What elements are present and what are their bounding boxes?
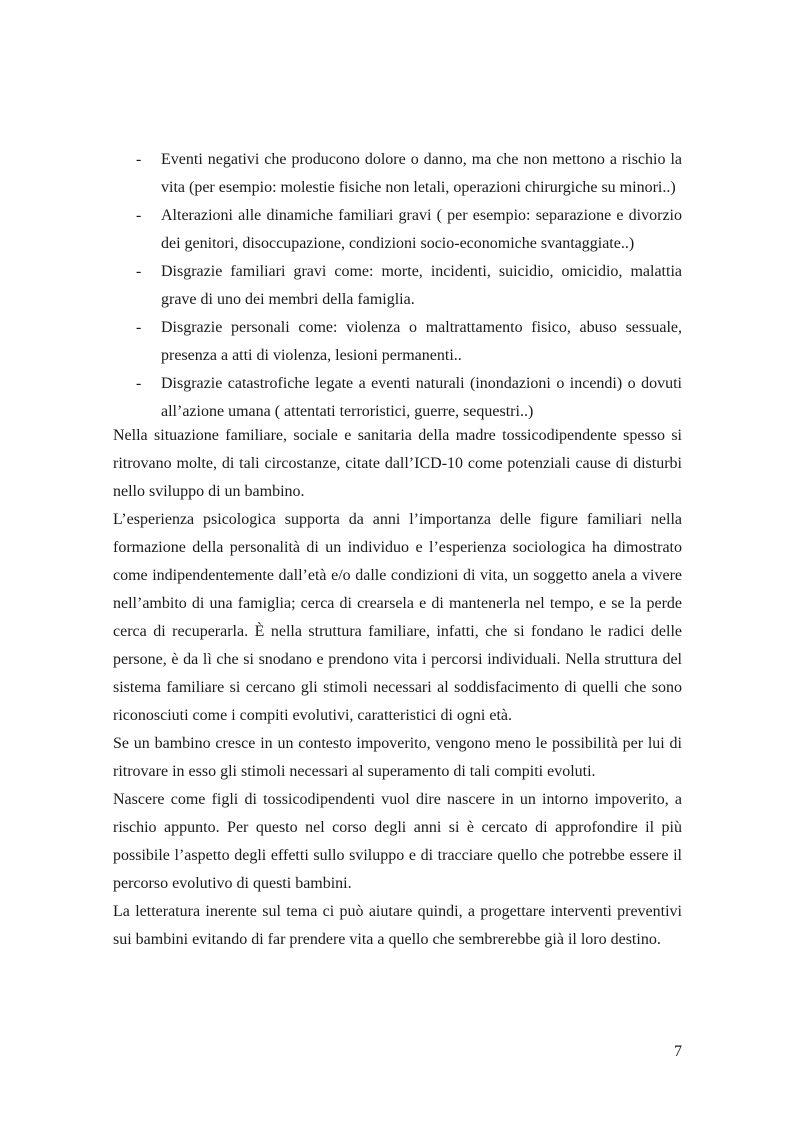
bullet-item	[0, 202, 794, 258]
paragraph: Se un bambino cresce in un contesto impoverito, vengono meno le possibilità per lui di ritrovare in esso gli stimoli necessari al superamento di tali compiti evoluti.	[113, 735, 682, 780]
bullet-list	[0, 146, 794, 426]
bullet-text: Disgrazie familiari gravi come: morte, incidenti, suicidio, omicidio, malattia grave di uno dei membri della famiglia.	[161, 263, 682, 308]
page-number: 7	[674, 1043, 682, 1060]
bullet-dash: -	[136, 263, 142, 280]
paragraph: Nascere come figli di tossicodipendenti vuol dire nascere in un intorno impoverito, a rischio appunto. Per questo nel corso degli anni si è cercato di approfondire il più possibile l’aspetto degli effetti sullo sviluppo e di tracciare quello che potrebbe essere il percorso evolutivo di questi bambini.	[113, 791, 682, 892]
bullet-dash: -	[136, 319, 142, 336]
bullet-item	[0, 314, 794, 370]
bullet-item	[0, 146, 794, 202]
paragraph: La letteratura inerente sul tema ci può aiutare quindi, a progettare interventi preventivi sui bambini evitando di far prendere vita a quello che sembrerebbe già il loro destino.	[113, 903, 682, 948]
bullet-text: Alterazioni alle dinamiche familiari gravi ( per esempio: separazione e divorzio dei genitori, disoccupazione, condizioni socio-economiche svantaggiate..)	[161, 207, 682, 252]
bullet-dash: -	[136, 375, 142, 392]
bullet-dash: -	[136, 151, 142, 168]
body-text	[113, 422, 682, 954]
bullet-dash: -	[136, 207, 142, 224]
bullet-item	[0, 258, 794, 314]
bullet-text: Eventi negativi che producono dolore o danno, ma che non mettono a rischio la vita (per esempio: molestie fisiche non letali, operazioni chirurgiche su minori..)	[161, 151, 682, 196]
paragraph: Nella situazione familiare, sociale e sanitaria della madre tossicodipendente spesso si ritrovano molte, di tali circostanze, citate dall’ICD-10 come potenziali cause di disturbi nello sviluppo di un bambino.	[113, 427, 682, 500]
bullet-item	[0, 370, 794, 426]
paragraph: L’esperienza psicologica supporta da anni l’importanza delle figure familiari nella formazione della personalità di un individuo e l’esperienza sociologica ha dimostrato come indipendentemente dall’età e/o dalle condizioni di vita, un soggetto anela a vivere nell’ambito di una famiglia; cerca di crearsela e di mantenerla nel tempo, e se la perde cerca di recuperarla. È nella struttura familiare, infatti, che si fondano le radici delle persone, è da lì che si snodano e prendono vita i percorsi individuali. Nella struttura del sistema familiare si cercano gli stimoli necessari al soddisfacimento di quelli che sono riconosciuti come i compiti evolutivi, caratteristici di ogni età.	[113, 511, 682, 724]
bullet-text: Disgrazie catastrofiche legate a eventi naturali (inondazioni o incendi) o dovuti all’azione umana ( attentati terroristici, guerre, sequestri..)	[161, 375, 682, 420]
bullet-text: Disgrazie personali come: violenza o maltrattamento fisico, abuso sessuale, presenza a atti di violenza, lesioni permanenti..	[161, 319, 682, 364]
